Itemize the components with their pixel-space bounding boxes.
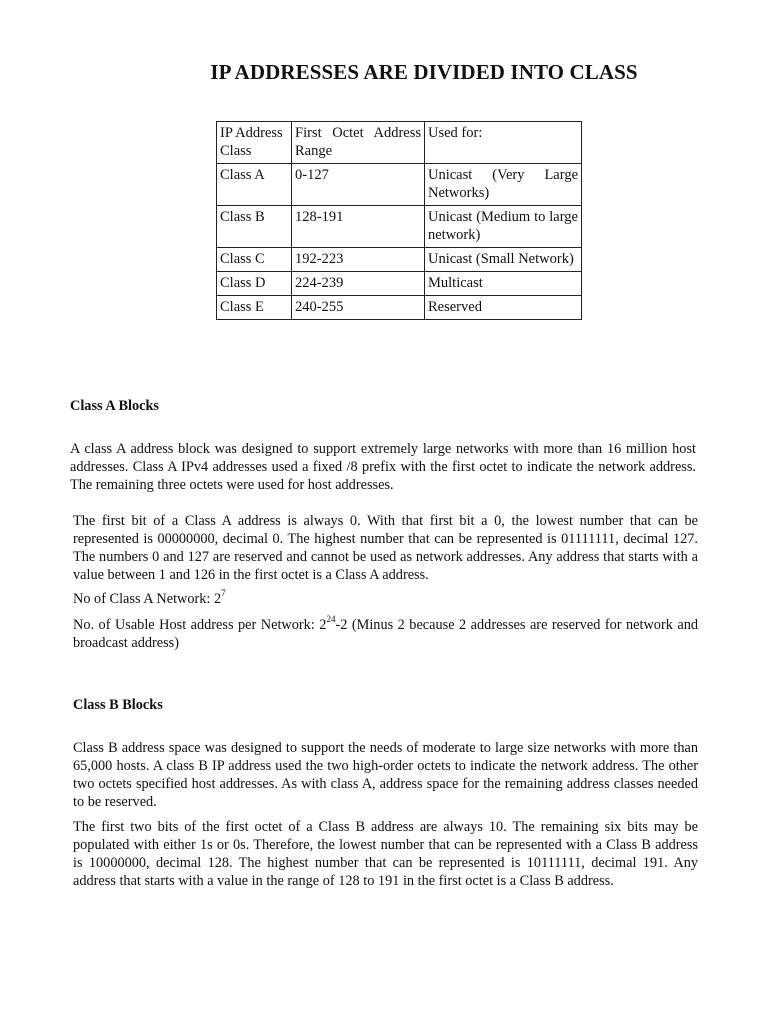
ip-class-table [216, 121, 582, 320]
table-cell: Class B [217, 206, 292, 248]
table-cell: Unicast (Small Network) [425, 248, 582, 272]
table-cell: Unicast (Medium to large network) [425, 206, 582, 248]
class-a-paragraph-1: A class A address block was designed to support extremely large networks with more than 16 million host addresses. Class A IPv4 addresses used a fixed /8 prefix with the first octet to indicate the network address. The remaining three octets were used for host addresses. [70, 441, 696, 493]
table-header-row [217, 122, 582, 164]
table-cell: 128-191 [292, 206, 425, 248]
class-a-hosts-exponent: 24 [326, 614, 336, 625]
table-cell: 224-239 [292, 272, 425, 296]
class-a-hosts-label: No. of Usable Host address per Network: 2 [73, 617, 327, 633]
table-cell: Unicast (Very Large Networks) [425, 164, 582, 206]
table-header-cell: First Octet Address Range [292, 122, 425, 164]
class-b-paragraph-1: Class B address space was designed to support the needs of moderate to large size networks with more than 65,000 hosts. A class B IP address used the two high-order octets to indicate the network address. The other two octets specified host addresses. As with class A, address space for the remaining address classes needed to be reserved. [73, 740, 698, 810]
table-cell: Class D [217, 272, 292, 296]
class-a-hosts-rest: -2 (Minus 2 because 2 addresses are reserved for network and broadcast address) [73, 617, 698, 651]
class-b-heading: Class B Blocks [73, 697, 163, 713]
table-row [217, 248, 582, 272]
table-cell: Reserved [425, 296, 582, 320]
table-row [217, 206, 582, 248]
class-a-networks-exponent: 7 [221, 588, 226, 599]
class-b-paragraph-2: The first two bits of the first octet of a Class B address are always 10. The remaining six bits may be populated with either 1s or 0s. Therefore, the lowest number that can be represented with a Class B address is 10000000, decimal 128. The highest number that can be represented is 10111111, decimal 191. Any address that starts with a value in the range of 128 to 191 in the first octet is a Class B address. [73, 819, 698, 889]
table-cell: 192-223 [292, 248, 425, 272]
table-header-cell: IP Address Class [217, 122, 292, 164]
table-cell: 240-255 [292, 296, 425, 320]
class-a-networks-label: No of Class A Network: 2 [73, 591, 222, 607]
table-cell: 0-127 [292, 164, 425, 206]
class-a-hosts [73, 616, 698, 652]
table-row [217, 272, 582, 296]
table-row [217, 164, 582, 206]
page-title: IP ADDRESSES ARE DIVIDED INTO CLASS [210, 60, 638, 84]
table-cell: Multicast [425, 272, 582, 296]
table-cell: Class A [217, 164, 292, 206]
table-cell: Class C [217, 248, 292, 272]
class-a-networks [73, 590, 226, 608]
class-a-paragraph-2: The first bit of a Class A address is always 0. With that first bit a 0, the lowest number that can be represented is 00000000, decimal 0. The highest number that can be represented is 01111111, decimal 127. The numbers 0 and 127 are reserved and cannot be used as network addresses. Any address that starts with a value between 1 and 126 in the first octet is a Class A address. [73, 513, 698, 583]
table-cell: Class E [217, 296, 292, 320]
table-header-cell: Used for: [425, 122, 582, 164]
class-a-heading: Class A Blocks [70, 398, 159, 414]
table-row [217, 296, 582, 320]
